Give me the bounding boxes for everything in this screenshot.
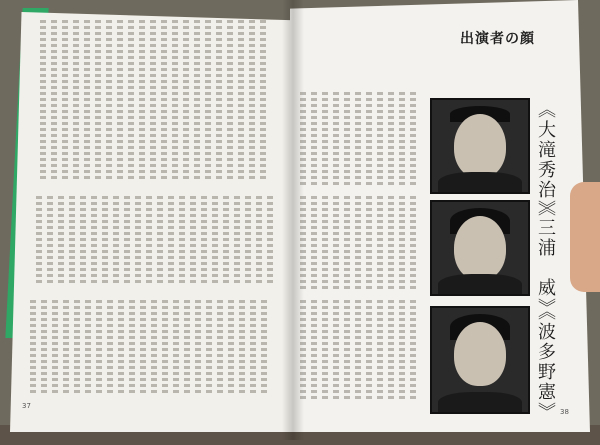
text-line bbox=[106, 20, 112, 180]
text-line bbox=[333, 92, 339, 187]
profile-name-1: 《大滝秀治》 bbox=[535, 100, 556, 220]
text-line bbox=[377, 196, 383, 291]
text-line bbox=[256, 196, 262, 286]
text-line bbox=[128, 20, 134, 180]
text-line bbox=[388, 300, 394, 400]
text-line bbox=[41, 300, 47, 395]
text-line bbox=[333, 196, 339, 291]
text-line bbox=[124, 196, 130, 286]
text-line bbox=[322, 196, 328, 291]
text-line bbox=[190, 196, 196, 286]
text-line bbox=[216, 20, 222, 180]
text-line bbox=[322, 300, 328, 400]
text-line bbox=[228, 300, 234, 395]
text-line bbox=[234, 196, 240, 286]
text-line bbox=[118, 300, 124, 395]
text-line bbox=[322, 92, 328, 187]
text-line bbox=[51, 20, 57, 180]
text-line bbox=[355, 196, 361, 291]
text-line bbox=[227, 20, 233, 180]
text-line bbox=[52, 300, 58, 395]
text-line bbox=[73, 20, 79, 180]
text-line bbox=[410, 92, 416, 187]
text-line bbox=[30, 300, 36, 395]
text-line bbox=[260, 20, 266, 180]
text-line bbox=[377, 300, 383, 400]
text-line bbox=[194, 20, 200, 180]
page-title: 出演者の顔 bbox=[460, 31, 535, 47]
text-line bbox=[223, 196, 229, 286]
text-line bbox=[62, 20, 68, 180]
text-line bbox=[245, 196, 251, 286]
text-line bbox=[157, 196, 163, 286]
text-line bbox=[217, 300, 223, 395]
text-line bbox=[173, 300, 179, 395]
text-line bbox=[161, 20, 167, 180]
text-line bbox=[238, 20, 244, 180]
text-line bbox=[355, 92, 361, 187]
text-line bbox=[58, 196, 64, 286]
text-line bbox=[399, 196, 405, 291]
left-page-number: 37 bbox=[22, 402, 31, 410]
text-line bbox=[36, 196, 42, 286]
text-line bbox=[96, 300, 102, 395]
text-line bbox=[91, 196, 97, 286]
right-page-number: 38 bbox=[560, 408, 569, 416]
text-line bbox=[344, 92, 350, 187]
text-line bbox=[201, 196, 207, 286]
text-line bbox=[162, 300, 168, 395]
text-line bbox=[95, 20, 101, 180]
text-line bbox=[150, 20, 156, 180]
text-line bbox=[47, 196, 53, 286]
portrait-photo-3 bbox=[430, 306, 530, 414]
holding-thumb bbox=[570, 182, 600, 292]
text-line bbox=[388, 92, 394, 187]
profile-name-2: 《三浦 威》 bbox=[535, 198, 556, 318]
text-line bbox=[311, 196, 317, 291]
portrait-photo-2 bbox=[430, 200, 530, 296]
text-line bbox=[366, 196, 372, 291]
text-line bbox=[377, 92, 383, 187]
text-line bbox=[300, 196, 306, 291]
text-line bbox=[399, 300, 405, 400]
text-line bbox=[80, 196, 86, 286]
text-line bbox=[69, 196, 75, 286]
text-line bbox=[183, 20, 189, 180]
text-line bbox=[135, 196, 141, 286]
text-line bbox=[151, 300, 157, 395]
text-line bbox=[388, 196, 394, 291]
text-line bbox=[410, 196, 416, 291]
text-line bbox=[410, 300, 416, 400]
text-line bbox=[366, 300, 372, 400]
text-line bbox=[300, 92, 306, 187]
text-line bbox=[63, 300, 69, 395]
text-line bbox=[249, 20, 255, 180]
text-line bbox=[117, 20, 123, 180]
text-line bbox=[139, 20, 145, 180]
portrait-photo-1 bbox=[430, 98, 530, 194]
text-line bbox=[102, 196, 108, 286]
text-line bbox=[195, 300, 201, 395]
text-line bbox=[140, 300, 146, 395]
text-line bbox=[172, 20, 178, 180]
text-line bbox=[261, 300, 267, 395]
text-line bbox=[366, 92, 372, 187]
text-line bbox=[85, 300, 91, 395]
text-line bbox=[239, 300, 245, 395]
text-line bbox=[344, 300, 350, 400]
text-line bbox=[205, 20, 211, 180]
text-line bbox=[74, 300, 80, 395]
text-line bbox=[344, 196, 350, 291]
text-line bbox=[113, 196, 119, 286]
text-line bbox=[129, 300, 135, 395]
text-line bbox=[300, 300, 306, 400]
text-line bbox=[84, 20, 90, 180]
text-line bbox=[40, 20, 46, 180]
text-line bbox=[212, 196, 218, 286]
text-line bbox=[399, 92, 405, 187]
profile-name-3: 《波多野憲》 bbox=[535, 302, 556, 422]
text-line bbox=[206, 300, 212, 395]
text-line bbox=[168, 196, 174, 286]
text-line bbox=[267, 196, 273, 286]
text-line bbox=[107, 300, 113, 395]
text-line bbox=[179, 196, 185, 286]
text-line bbox=[311, 92, 317, 187]
text-line bbox=[146, 196, 152, 286]
text-line bbox=[311, 300, 317, 400]
text-line bbox=[250, 300, 256, 395]
text-line bbox=[355, 300, 361, 400]
text-line bbox=[184, 300, 190, 395]
text-line bbox=[333, 300, 339, 400]
